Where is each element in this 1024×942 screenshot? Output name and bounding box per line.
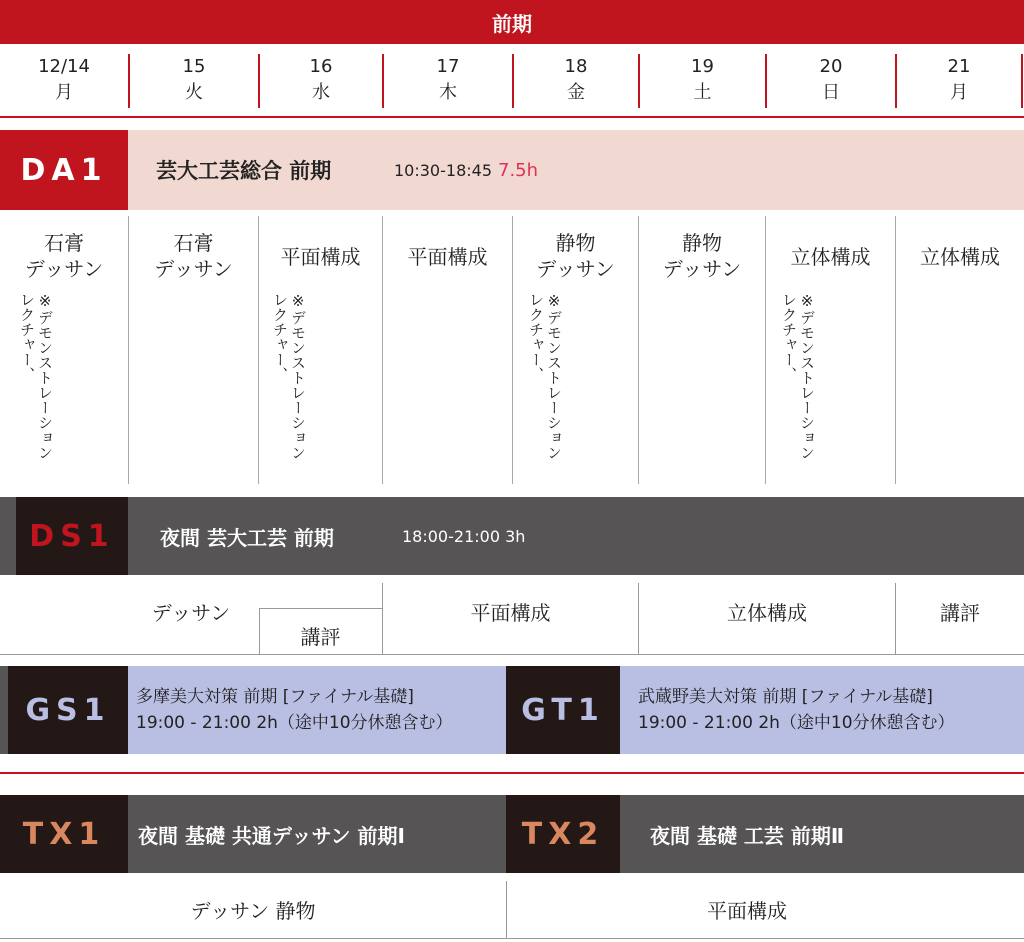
course-title: 夜間 芸大工芸 前期: [160, 525, 334, 550]
cell-note: ※デモンストレーション レクチャー、: [780, 292, 816, 460]
schedule-cell: [129, 216, 258, 484]
schedule-cell: [0, 216, 128, 484]
cell-subject: 立体構成: [727, 601, 807, 625]
schedule-cell: [766, 216, 895, 484]
cell-subject: 平面構成: [407, 245, 488, 269]
ds1-schedule-row: [0, 575, 1024, 655]
section-divider: [0, 772, 1024, 774]
course-time: 19:00 - 21:00 2h（途中10分休憩含む）: [136, 713, 453, 733]
day-weekday: 日: [822, 82, 840, 103]
day-date: 17: [436, 56, 460, 77]
course-band-gs1: [128, 666, 506, 754]
day-column-3: [260, 54, 382, 108]
day-weekday: 水: [312, 82, 330, 103]
course-code-gs1: GS1: [8, 666, 128, 754]
cell-subject: 立体構成: [920, 245, 1000, 269]
course-time: 19:00 - 21:00 2h（途中10分休憩含む）: [638, 713, 955, 733]
day-column-2: [130, 54, 258, 108]
da1-schedule-grid: [0, 216, 1024, 484]
course-band-tx1: [128, 795, 506, 873]
course-title: 多摩美大対策 前期 [ファイナル基礎]: [136, 687, 414, 707]
course-title: 武蔵野美大対策 前期 [ファイナル基礎]: [638, 687, 933, 707]
tx-schedule-row: [0, 873, 1024, 939]
cell-subject: 平面構成: [280, 245, 361, 269]
course-title: 夜間 基礎 工芸 前期Ⅱ: [650, 823, 845, 848]
course-band-tx2: [620, 795, 1024, 873]
day-column-5: [514, 54, 638, 108]
day-date: 18: [564, 56, 588, 77]
day-weekday: 土: [693, 82, 712, 103]
cell-subject: 平面構成: [470, 601, 551, 625]
cell-divider: [259, 608, 383, 609]
cell-subject: 静物 デッサン: [662, 231, 742, 281]
course-code-gt1: GT1: [506, 666, 620, 754]
course-code-tx1: TX1: [0, 795, 128, 873]
schedule-cell: [896, 216, 1024, 484]
cell-note: ※デモンストレーション レクチャー、: [18, 292, 54, 460]
course-time: 10:30-18:45: [394, 160, 492, 180]
cell-subject: 講評: [300, 625, 341, 649]
course-time: 18:00-21:00 3h: [402, 526, 526, 546]
schedule-cell: [259, 216, 382, 484]
day-weekday: 金: [567, 82, 585, 103]
cell-subject: デッサン: [151, 601, 231, 625]
day-column-8: [897, 54, 1021, 108]
day-weekday: 木: [439, 82, 457, 103]
course-band-ds1: [128, 497, 1024, 575]
cell-note: ※デモンストレーション レクチャー、: [271, 292, 307, 460]
course-hours: 7.5h: [498, 159, 539, 181]
course-band-da1: [128, 130, 1024, 210]
cell-subject: 静物 デッサン: [536, 231, 615, 281]
day-column-4: [384, 54, 512, 108]
day-weekday: 月: [55, 82, 73, 103]
schedule-cell: [513, 216, 638, 484]
cell-subject: デッサン 静物: [190, 899, 316, 923]
schedule-cell: [383, 216, 512, 484]
course-title: 夜間 基礎 共通デッサン 前期Ⅰ: [138, 823, 405, 848]
row-bottom-line: [0, 654, 1024, 655]
day-date: 19: [691, 56, 714, 77]
day-date: 20: [819, 56, 843, 77]
term-title: 前期: [0, 0, 1024, 44]
cell-note: ※デモンストレーション レクチャー、: [527, 292, 563, 460]
cell-subject: 講評: [940, 601, 980, 625]
course-code-ds1: DS1: [16, 497, 128, 575]
course-title: 芸大工芸総合 前期: [156, 159, 332, 183]
cell-subject: 石膏 デッサン: [24, 231, 104, 281]
day-column-6: [640, 54, 765, 108]
day-date: 21: [947, 56, 971, 77]
day-divider: [1021, 54, 1023, 108]
cell-subject: 平面構成: [707, 899, 787, 923]
day-weekday: 月: [950, 82, 968, 103]
cell-subject: 立体構成: [790, 245, 871, 269]
course-code-tx2: TX2: [506, 795, 620, 873]
cell-subject: 石膏 デッサン: [154, 231, 233, 281]
schedule-cell: [639, 216, 765, 484]
date-header-row: [0, 44, 1024, 116]
ds1-edge: [0, 497, 16, 575]
gs1-edge: [0, 666, 8, 754]
day-weekday: 火: [185, 82, 203, 103]
course-code-da1: DA1: [0, 130, 128, 210]
day-column-7: [767, 54, 895, 108]
course-band-gt1: [620, 666, 1024, 754]
day-date: 12/14: [38, 56, 90, 77]
day-date: 16: [309, 56, 333, 77]
header-divider: [0, 116, 1024, 118]
day-date: 15: [182, 56, 206, 77]
day-column-1: [0, 54, 128, 108]
